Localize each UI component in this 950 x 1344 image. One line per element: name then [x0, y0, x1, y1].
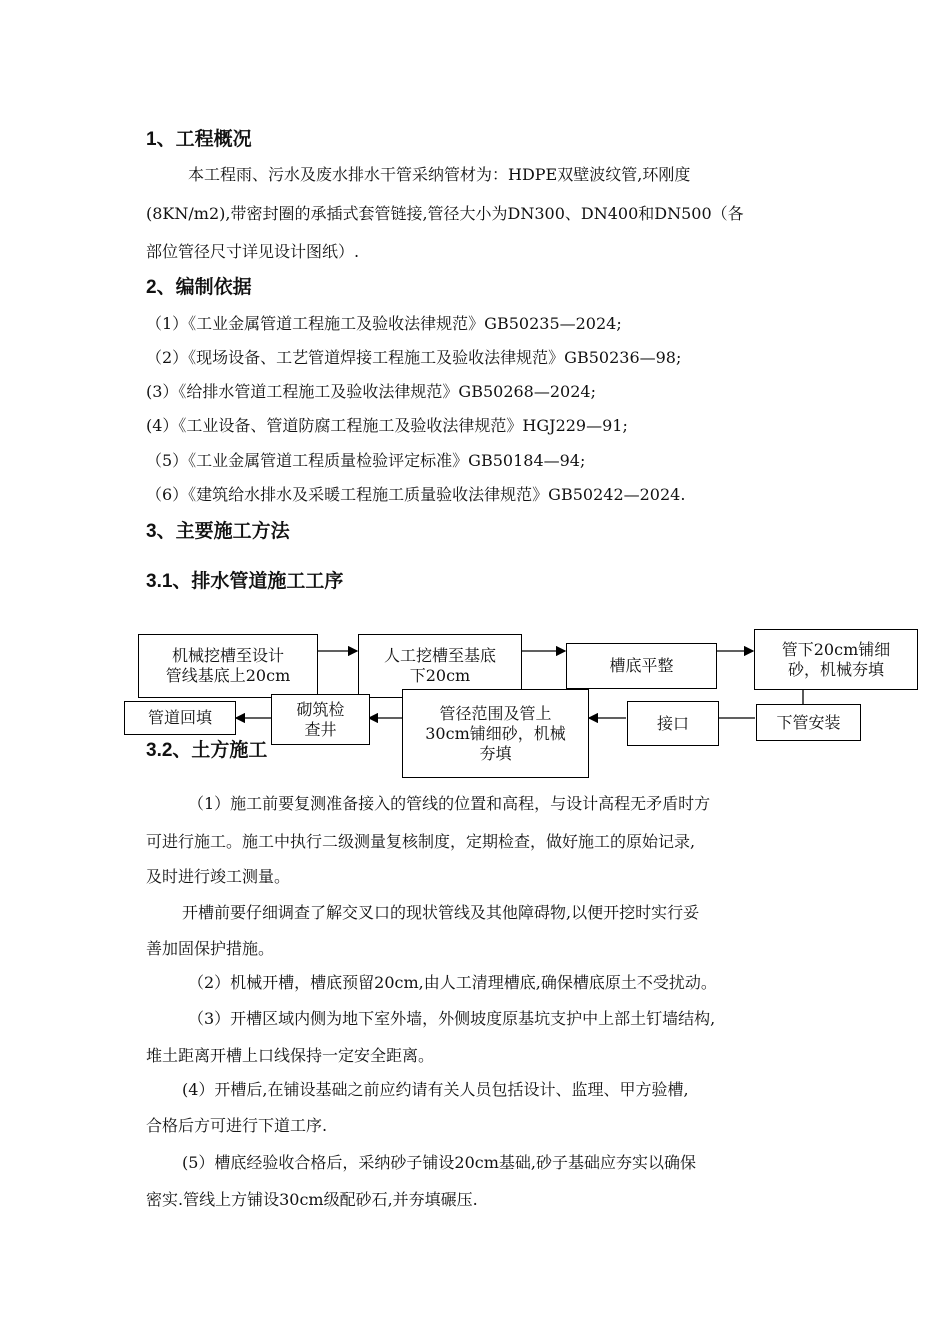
- flow-step-manual-excavation: 人工挖槽至基底 下20cm: [358, 634, 522, 698]
- paragraph-line: 善加固保护措施。: [146, 939, 275, 958]
- paragraph-line: 合格后方可进行下道工序.: [146, 1116, 328, 1135]
- flow-step-sand-bedding: 管下20cm铺细 砂，机械夯填: [754, 629, 918, 690]
- paragraph-line: 堆土距离开槽上口线保持一定安全距离。: [146, 1046, 435, 1065]
- flow-step-joint: 接口: [627, 701, 719, 746]
- flow-step-pipe-zone-backfill: 管径范围及管上 30cm铺细砂，机械 夯填: [402, 689, 589, 778]
- flow-step-machine-excavation: 机械挖槽至设计 管线基底上20cm: [138, 634, 318, 698]
- paragraph-line: (4）开槽后,在铺设基础之前应约请有关人员包括设计、监理、甲方验槽,: [182, 1080, 689, 1099]
- flow-step-inspection-well: 砌筑检 查井: [271, 694, 370, 745]
- reference-item: （2）《现场设备、工艺管道焊接工程施工及验收法律规范》GB50236—98;: [146, 348, 682, 367]
- reference-item: （5）《工业金属管道工程质量检验评定标准》GB50184—94;: [146, 451, 586, 470]
- paragraph-line: (5）槽底经验收合格后，采纳砂子铺设20cm基础,砂子基础应夯实以确保: [182, 1153, 697, 1172]
- section-3-heading: 3、主要施工方法: [146, 521, 290, 542]
- paragraph-line: 可进行施工。施工中执行二级测量复核制度，定期检查，做好施工的原始记录,: [146, 832, 696, 851]
- paragraph-line: （3）开槽区域内侧为地下室外墙，外侧坡度原基坑支护中上部土钉墙结构,: [188, 1009, 716, 1028]
- reference-item: (3）《给排水管道工程施工及验收法律规范》GB50268—2024;: [146, 382, 596, 401]
- reference-item: （6）《建筑给水排水及采暖工程施工质量验收法律规范》GB50242—2024.: [146, 485, 686, 504]
- paragraph-line: （1）施工前要复测准备接入的管线的位置和高程，与设计高程无矛盾时方: [188, 794, 711, 813]
- paragraph-line: （2）机械开槽，槽底预留20cm,由人工清理槽底,确保槽底原土不受扰动。: [188, 973, 717, 992]
- paragraph-line: (8KN/m2),带密封圈的承插式套管链接,管径大小为DN300、DN400和DN500（各: [146, 204, 744, 223]
- section-3-2-heading: 3.2、土方施工: [146, 740, 268, 761]
- flow-step-pipe-backfill: 管道回填: [124, 701, 236, 735]
- reference-item: (4）《工业设备、管道防腐工程施工及验收法律规范》HGJ229—91;: [146, 416, 628, 435]
- flow-step-pipe-laying: 下管安装: [756, 704, 861, 741]
- paragraph-line: 本工程雨、污水及废水排水干管采纳管材为：HDPE双壁波纹管,环刚度: [188, 165, 691, 184]
- paragraph-line: 部位管径尺寸详见设计图纸）.: [146, 242, 360, 261]
- paragraph-line: 及时进行竣工测量。: [146, 867, 291, 886]
- section-2-heading: 2、编制依据: [146, 277, 252, 298]
- section-3-1-heading: 3.1、排水管道施工工序: [146, 571, 344, 592]
- paragraph-line: 开槽前要仔细调查了解交叉口的现状管线及其他障碍物,以便开挖时实行妥: [182, 903, 700, 922]
- paragraph-line: 密实.管线上方铺设30cm级配砂石,并夯填碾压.: [146, 1190, 478, 1209]
- flow-step-trench-leveling: 槽底平整: [566, 643, 717, 689]
- reference-item: （1）《工业金属管道工程施工及验收法律规范》GB50235—2024;: [146, 314, 622, 333]
- section-1-heading: 1、工程概况: [146, 129, 252, 150]
